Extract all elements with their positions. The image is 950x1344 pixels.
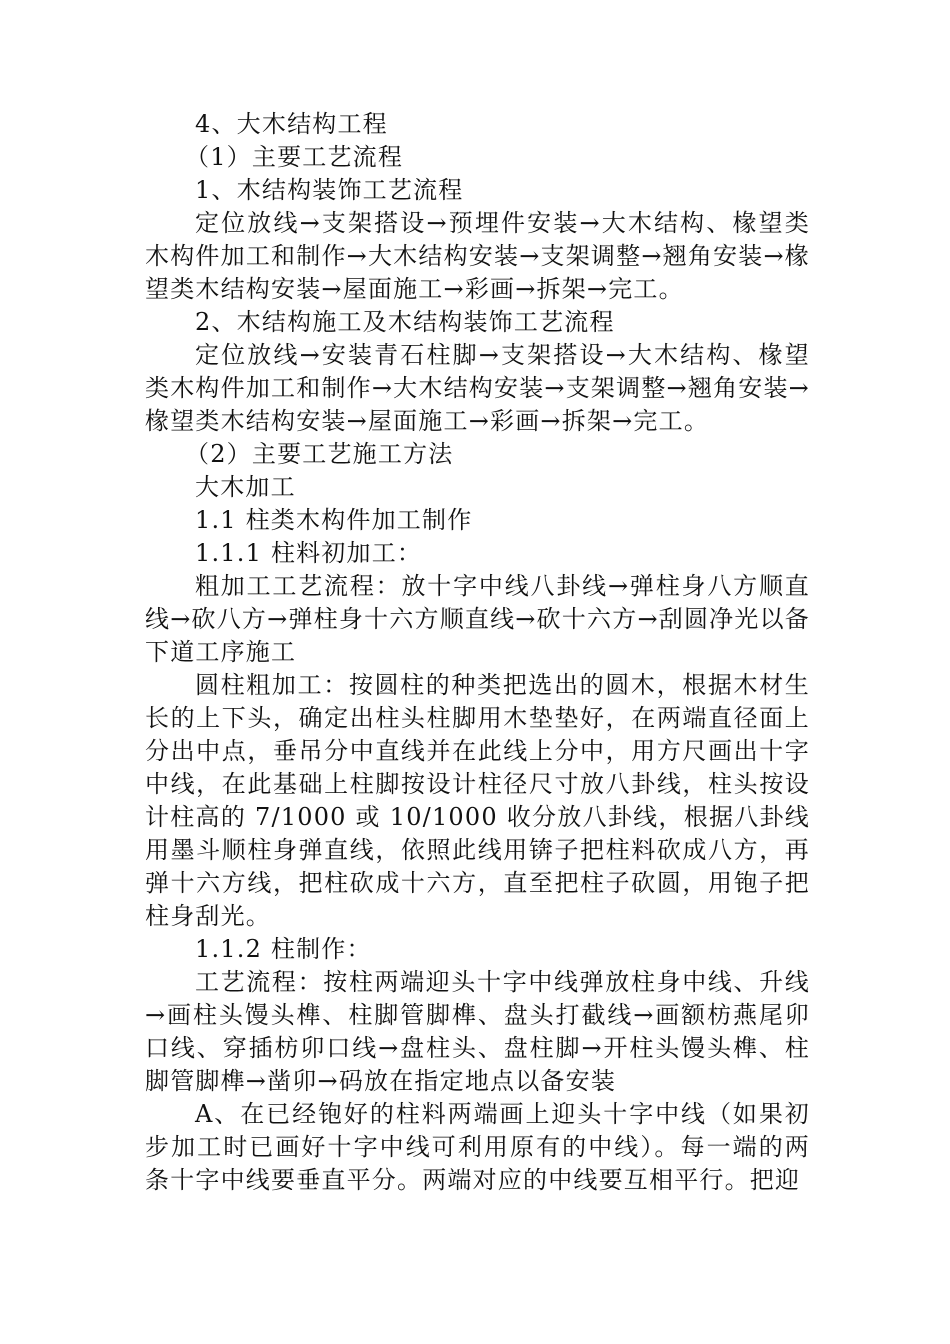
document-body <box>145 108 810 1197</box>
clause-1-1-2: 1.1.2 柱制作： <box>195 935 372 963</box>
item-2-title: 2、木结构施工及木结构装饰工艺流程 <box>195 308 615 336</box>
process-flow-paragraph: 工艺流程：按柱两端迎头十字中线弹放柱身中线、升线→画柱头馒头榫、柱脚管脚榫、盘头打截线→画额枋燕尾卯口线、穿插枋卯口线→盘柱头、盘柱脚→开柱头馒头榫、柱脚管脚榫→凿卯→码放在指定地点以备安装 <box>145 968 810 1095</box>
wood-processing-heading: 大木加工 <box>195 473 296 501</box>
clause-1-1-1: 1.1.1 柱料初加工： <box>195 539 423 567</box>
item-1-body: 定位放线→支架搭设→预埋件安装→大木结构、椽望类木构件加工和制作→大木结构安装→支架调整→翘角安装→椽望类木结构安装→屋面施工→彩画→拆架→完工。 <box>145 209 810 303</box>
item-2-body: 定位放线→安装青石柱脚→支架搭设→大木结构、椽望类木构件加工和制作→大木结构安装→支架调整→翘角安装→椽望类木结构安装→屋面施工→彩画→拆架→完工。 <box>145 341 810 435</box>
clause-1-1: 1.1 柱类木构件加工制作 <box>195 506 473 534</box>
section-title: 4、大木结构工程 <box>195 110 388 138</box>
step-a-paragraph: A、在已经铇好的柱料两端画上迎头十字中线（如果初步加工时已画好十字中线可利用原有的中线）。每一端的两条十字中线要垂直平分。两端对应的中线要互相平行。把迎 <box>145 1100 810 1194</box>
subsection-title-process: （1）主要工艺流程 <box>185 143 404 171</box>
item-1-title: 1、木结构装饰工艺流程 <box>195 176 464 204</box>
rough-processing-flow: 粗加工工艺流程：放十字中线八卦线→弹柱身八方顺直线→砍八方→弹柱身十六方顺直线→砍十六方→刮圆净光以备下道工序施工 <box>145 572 810 666</box>
round-column-paragraph: 圆柱粗加工：按圆柱的种类把选出的圆木，根据木材生长的上下头，确定出柱头柱脚用木垫垫好，在两端直径面上分出中点，垂吊分中直线并在此线上分中，用方尺画出十字中线，在此基础上柱脚按设计柱径尺寸放八卦线，柱头按设计柱高的 7/1000 或 10/1000 收分放八卦线，根据八卦线用墨斗顺柱身弹直线，依照此线用锛子把柱料砍成八方，再弹十六方线，把柱砍成十六方，直至把柱子砍圆，用铇子把柱身刮光。 <box>145 671 810 930</box>
subsection-title-methods: （2）主要工艺施工方法 <box>185 440 454 468</box>
